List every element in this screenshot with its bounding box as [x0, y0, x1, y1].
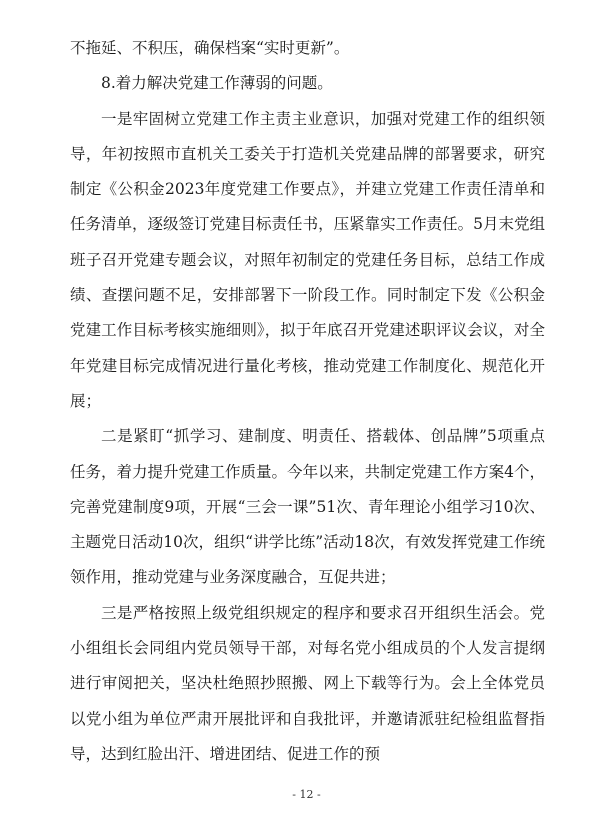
document-body: [70, 31, 545, 772]
paragraph-third: 三是严格按照上级党组织规定的程序和要求召开组织生活会。党小组组长会同组内党员领导干部，对每名党小组成员的个人发言提纲进行审阅把关，坚决杜绝照抄照搬、网上下载等行为。会上全体党员以党小组为单位严肃开展批评和自我批评，并邀请派驻纪检组监督指导，达到红脸出汗、增进团结、促进工作的预: [70, 603, 545, 763]
paragraph-continuation: 不拖延、不积压，确保档案“实时更新”。: [70, 39, 350, 57]
section-heading: 8.着力解决党建工作薄弱的问题。: [101, 74, 333, 93]
paragraph-second: 二是紧盯“抓学习、建制度、明责任、搭载体、创品牌”5项重点任务，着力提升党建工作质量。今年以来，共制定党建工作方案4个，完善党建制度9项，开展“三会一课”51次、青年理论小组学习10次、主题党日活动10次，组织“讲学比练”活动18次，有效发挥党建工作统领作用，推动党建与业务深度融合，互促共进；: [70, 427, 545, 587]
paragraph-first: 一是牢固树立党建工作主责主业意识，加强对党建工作的组织领导，年初按照市直机关工委关于打造机关党建品牌的部署要求，研究制定《公积金2023年度党建工作要点》，并建立党建工作责任清单和任务清单，逐级签订党建目标责任书，压紧靠实工作责任。5月末党组班子召开党建专题会议，对照年初制定的党建任务目标，总结工作成绩、查摆问题不足，安排部署下一阶段工作。同时制定下发《公积金党建工作目标考核实施细则》，拟于年底召开党建述职评议会议，对全年党建目标完成情况进行量化考核，推动党建工作制度化、规范化开展；: [70, 109, 545, 410]
page-number: - 12 -: [292, 788, 321, 801]
